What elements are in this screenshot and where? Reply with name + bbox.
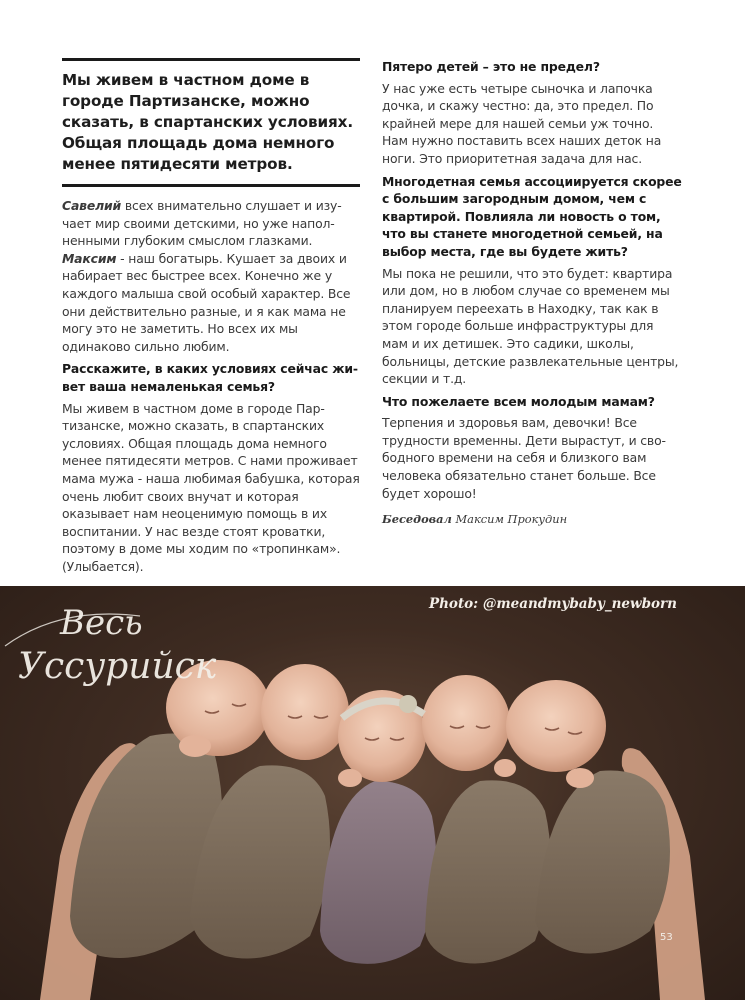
- credit-label: Беседовал: [382, 512, 452, 527]
- photo-credit: Photo: @meandmybaby_newborn: [428, 596, 677, 612]
- paragraph-babies: [62, 197, 360, 355]
- baby-body-5: [535, 770, 670, 953]
- answer-wishes: Терпения и здоровья вам, девочки! Все трудности временны. Дети вырастут, и свободного времени на себя и близкого вам человека обязательно станет больше. Все будет хорошо!: [382, 415, 666, 501]
- question-housing: Многодетная семья ассоциируется скорее с большим загородным домом, чем с квартирой. Повлияла ли новость о том, что вы станете многодетной семьей, на выбор места, где вы будете жить?: [382, 173, 682, 259]
- baby-head-2: [261, 664, 349, 760]
- interviewer-credit: [382, 512, 682, 526]
- baby-head-5: [506, 680, 606, 772]
- answer-housing: Мы пока не решили, что это будет: квартира или дом, но в любом случае со временем мы планируем переехать в Находку, так как в этом городе больше инфраструктуры для мам и их детишек. Это садики, школы, больницы, детские развлекательные центры, секции и т.д.: [382, 265, 679, 387]
- name-maksim: Максим: [62, 250, 117, 266]
- baby-body-4: [425, 780, 551, 963]
- logo-text-top: Весь: [60, 603, 143, 643]
- question-living-conditions: Расскажите, в каких условиях сейчас живет ваша немаленькая семья?: [62, 361, 359, 394]
- text-saveliy: всех внимательно слушает и изучает мир своими детскими, но уже наполненными глубоким смыслом глазками.: [62, 198, 342, 249]
- name-saveliy: Савелий: [62, 198, 122, 213]
- newborn-quintuplets-photo: [0, 586, 745, 1000]
- page-number: 53: [660, 932, 673, 943]
- credit-name: Максим Прокудин: [451, 512, 568, 527]
- magazine-logo: [0, 586, 260, 696]
- answer-five-children: У нас уже есть четыре сыночка и лапочка дочка, и скажу честно: да, это предел. По крайней мере для нашей семьи уж точно. Нам нужно поставить всех наших деток на ноги. Это приоритетная задача для нас.: [382, 80, 662, 166]
- question-wishes: Что пожелаете всем молодым мамам?: [382, 393, 655, 409]
- baby-body-3: [320, 781, 436, 964]
- answer-living-conditions: Мы живем в частном доме в городе Партизанске, можно сказать, в спартанских условиях. Общая площадь дома немного менее пятидесяти метров. С нами проживает мама мужа - наша любимая бабушка, которая очень любит своих внучат и которая оказывает нам неоценимую помощь в их воспитании. У нас везде стоят кроватки, поэтому в доме мы ходим по «тропинкам». (Улыбается).: [62, 400, 360, 574]
- question-five-children: Пятеро детей – это не предел?: [382, 59, 600, 74]
- baby-head-4: [422, 675, 510, 771]
- right-column: [382, 58, 682, 526]
- left-column: [62, 58, 360, 580]
- pull-quote: Мы живем в частном доме в городе Партизанске, можно сказать, в спартанских условиях. Общая площадь дома немного менее пятидесяти метров.: [62, 58, 360, 187]
- logo-text-bottom: Уссурийск: [18, 646, 217, 687]
- text-maksim: - наш богатырь. Кушает за двоих и набирает вес быстрее всех. Конечно же у каждого малыша свой особый характер. Все они действительно разные, и я как мама не могу это не заметить. Но всех их мы одинаково сильно любим.: [62, 250, 351, 354]
